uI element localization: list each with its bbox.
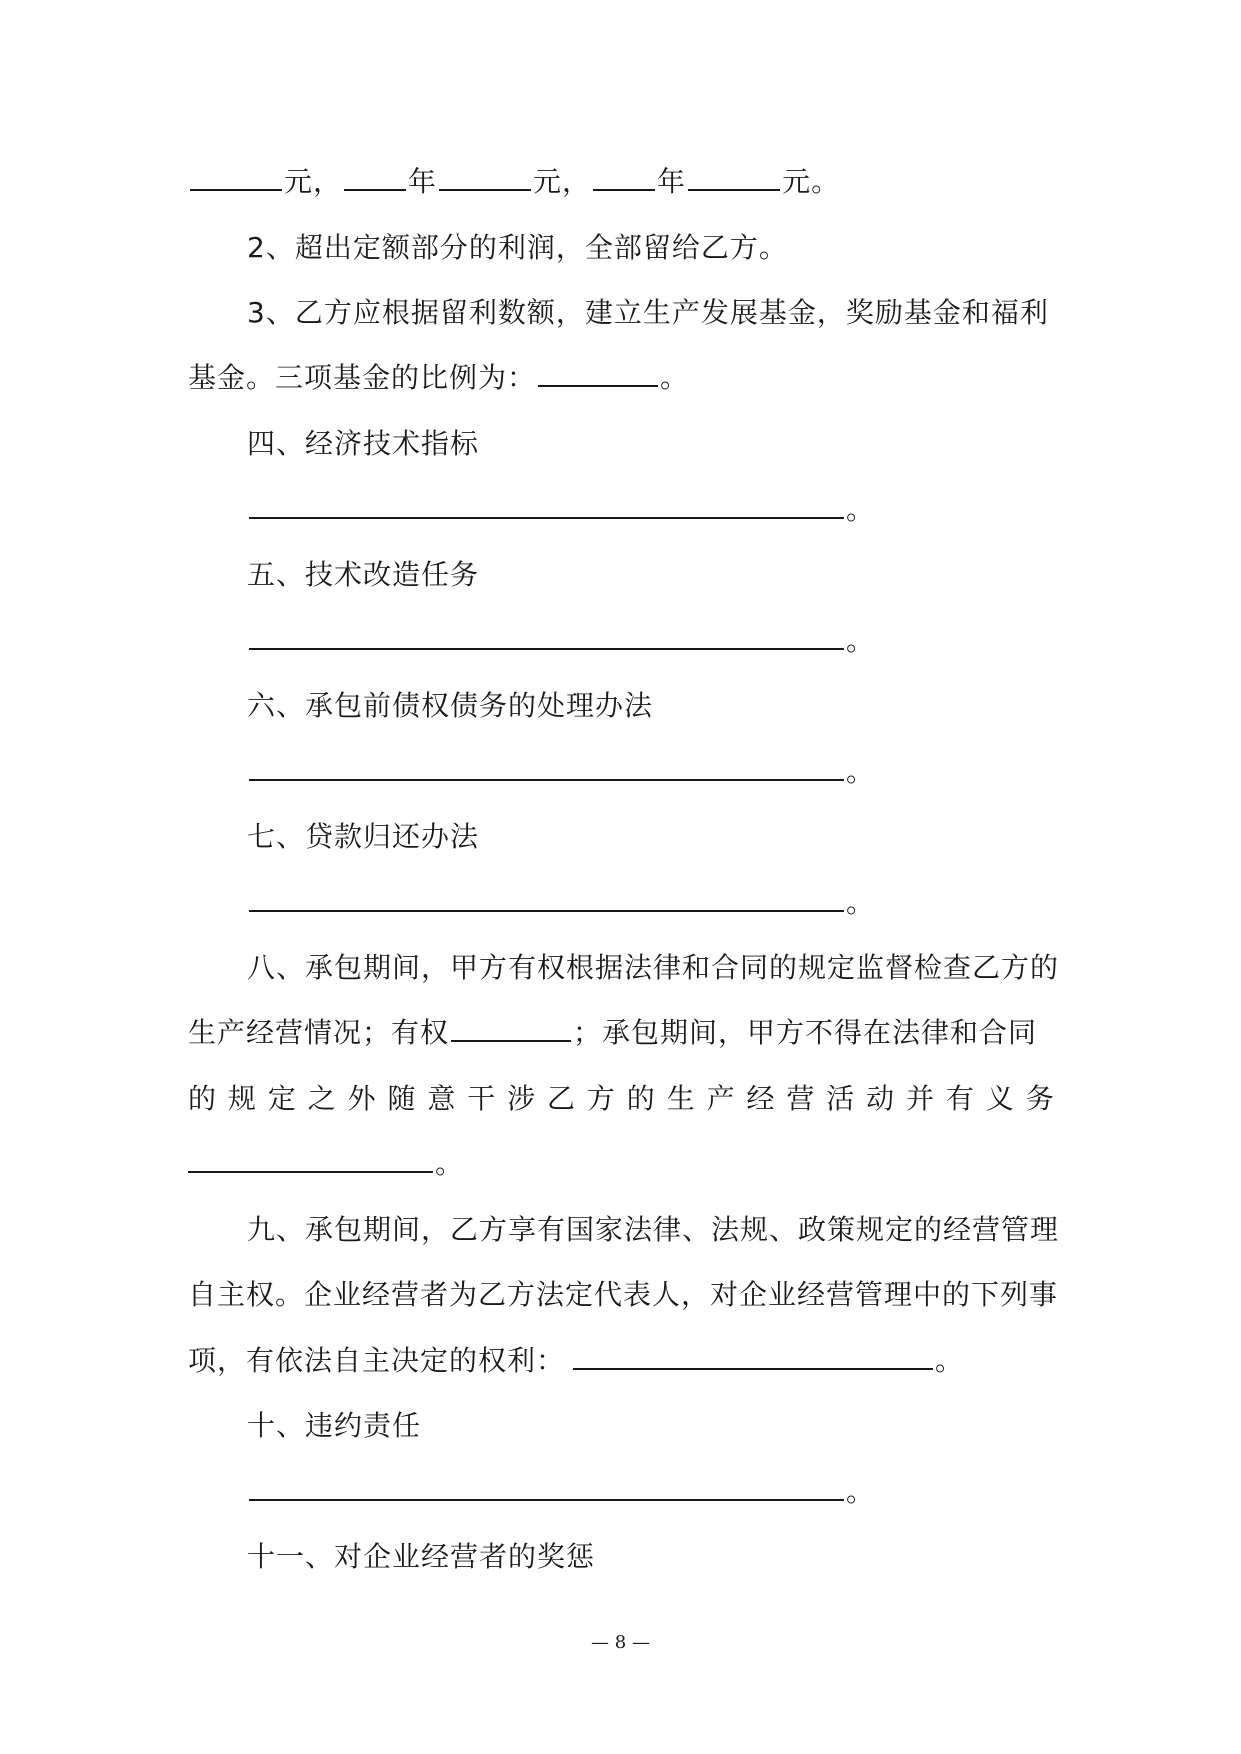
section-heading-10: 十、违约责任 [247,1409,422,1442]
section-6-blank-line: 。 [247,752,875,792]
blank-field [573,1342,933,1370]
section-9-line-3: 项，有依法自主决定的权利： 。 [188,1344,965,1377]
blank-field [688,163,780,191]
section-heading-5: 五、技术改造任务 [247,558,480,591]
section-9-line-2: 自主权。企业经营者为乙方法定代表人，对企业经营管理中的下列事 [188,1278,1059,1311]
clause-2: 2、超出定额部分的利润，全部留给乙方。 [247,231,788,264]
blank-field [451,1014,571,1042]
profit-amount-line: 元， 年 元， 年 元。 [188,162,840,202]
section-7-blank-line: 。 [247,883,875,923]
page-number: — 8 — [591,1632,650,1653]
blank-field [538,359,658,387]
blank-field [249,884,844,912]
blank-field [249,1473,844,1501]
section-10-blank-line: 。 [247,1472,875,1512]
section-heading-11: 十一、对企业经营者的奖惩 [247,1540,596,1573]
blank-field [188,1145,433,1173]
section-heading-4: 四、经济技术指标 [247,427,480,460]
blank-field [249,491,844,519]
section-8-line-2: 生产经营情况；有权 ；承包期间，甲方不得在法律和合同 [188,1016,1038,1049]
section-4-blank-line: 。 [247,490,875,530]
clause-3-line-1: 3、乙方应根据留利数额，建立生产发展基金，奖励基金和福利 [247,296,1049,329]
clause-3-line-2: 基金。三项基金的比例为： 。 [188,361,690,394]
section-heading-7: 七、贷款归还办法 [247,820,480,853]
section-8-line-3: 的 规 定 之 外 随 意 干 涉 乙 方 的 生 产 经 营 活 动 并 有 义 务 [188,1082,1054,1115]
section-9-line-1: 九、承包期间，乙方享有国家法律、法规、政策规定的经营管理 [247,1213,1060,1246]
section-heading-6: 六、承包前债权债务的处理办法 [247,689,654,722]
section-8-line-4: 。 [188,1144,464,1184]
section-8-line-1: 八、承包期间，甲方有权根据法律和合同的规定监督检查乙方的 [247,951,1060,984]
blank-field [344,163,406,191]
blank-field [190,163,282,191]
blank-field [249,622,844,650]
blank-field [439,163,531,191]
blank-field [249,753,844,781]
section-5-blank-line: 。 [247,621,875,661]
blank-field [593,163,655,191]
